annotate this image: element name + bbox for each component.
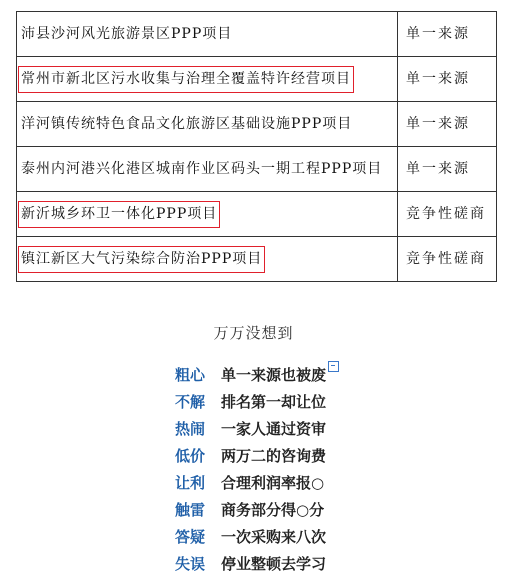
caption-heading: 万万没想到 (213, 324, 294, 342)
procurement-method-cell: 单一来源 (398, 12, 497, 57)
summary-term: 粗心 (175, 366, 206, 384)
table-row (17, 192, 497, 237)
table-row (17, 102, 497, 147)
project-name: 沛县沙河风光旅游景区PPP项目 (21, 25, 233, 42)
project-name: 镇江新区大气污染综合防治PPP项目 (21, 249, 262, 270)
summary-term: 不解 (175, 393, 206, 411)
summary-term: 低价 (175, 447, 206, 465)
summary-term: 让利 (175, 474, 206, 492)
project-name: 新沂城乡环卫一体化PPP项目 (21, 204, 217, 225)
project-name-cell (17, 147, 398, 192)
project-name-cell (17, 192, 398, 237)
summary-desc: 商务部分得○分 (221, 501, 325, 519)
list-item (175, 523, 339, 550)
project-name: 泰州内河港兴化港区城南作业区码头一期工程PPP项目 (21, 160, 383, 177)
project-name: 常州市新北区污水收集与治理全覆盖特许经营项目 (21, 69, 351, 90)
summary-desc: 合理利润率报○ (221, 474, 325, 492)
list-item (175, 415, 339, 442)
list-item (175, 469, 339, 496)
summary-term: 触雷 (175, 501, 206, 519)
list-item (175, 550, 339, 577)
summary-list (175, 361, 339, 577)
list-item (175, 442, 339, 469)
project-name-cell (17, 102, 398, 147)
procurement-method-cell: 竞争性磋商 (398, 192, 497, 237)
table-row (17, 57, 497, 102)
table-row (17, 237, 497, 282)
summary-desc: 两万二的咨询费 (221, 447, 327, 465)
project-name-cell (17, 237, 398, 282)
table-row (17, 12, 497, 57)
project-name-cell (17, 12, 398, 57)
procurement-method-cell: 单一来源 (398, 147, 497, 192)
summary-desc: 排名第一却让位 (221, 393, 327, 411)
procurement-method-cell: 竞争性磋商 (398, 237, 497, 282)
project-name-cell (17, 57, 398, 102)
project-table (16, 11, 497, 282)
summary-term: 热闹 (175, 420, 206, 438)
list-item (175, 496, 339, 523)
table-row (17, 147, 497, 192)
summary-term: 失误 (175, 555, 206, 573)
expand-icon[interactable] (328, 361, 339, 372)
project-name: 洋河镇传统特色食品文化旅游区基础设施PPP项目 (21, 115, 353, 132)
summary-desc: 一家人通过资审 (221, 420, 327, 438)
summary-desc: 停业整顿去学习 (221, 555, 327, 573)
list-item (175, 388, 339, 415)
summary-term: 答疑 (175, 528, 206, 546)
summary-desc: 一次采购来八次 (221, 528, 327, 546)
list-item (175, 361, 339, 388)
procurement-method-cell: 单一来源 (398, 102, 497, 147)
procurement-method-cell: 单一来源 (398, 57, 497, 102)
summary-desc: 单一来源也被废 (221, 366, 327, 384)
